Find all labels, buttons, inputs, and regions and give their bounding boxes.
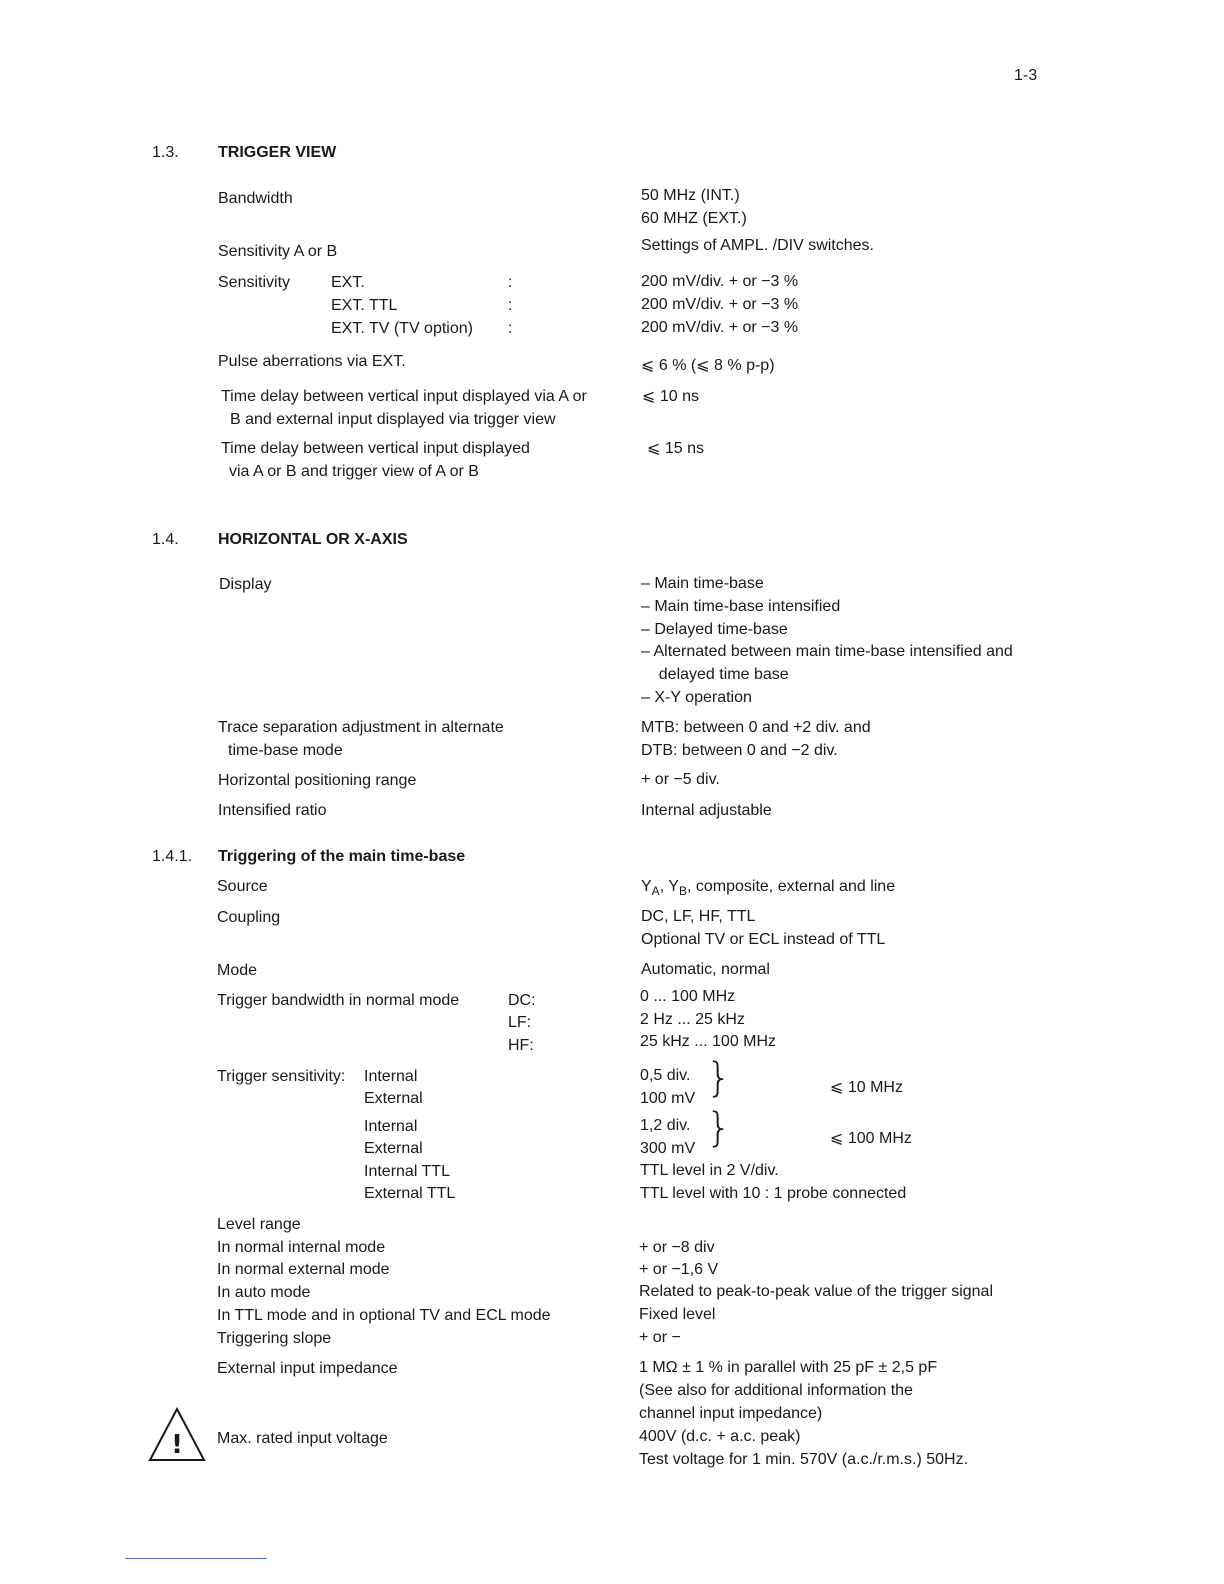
max-input-voltage-value: 400V (d.c. + a.c. peak) bbox=[639, 1428, 801, 1445]
footer-rule bbox=[125, 1558, 267, 1559]
sensitivity-ext-ttl-name: EXT. TTL bbox=[331, 297, 398, 314]
sensitivity-ext-value: 200 mV/div. + or −3 % bbox=[641, 273, 799, 290]
pulse-aberrations-label: Pulse aberrations via EXT. bbox=[218, 353, 406, 370]
display-item: – X-Y operation bbox=[641, 689, 752, 706]
bandwidth-label: Bandwidth bbox=[218, 190, 293, 207]
level-range-label: Level range bbox=[217, 1216, 301, 1233]
horizontal-positioning-label: Horizontal positioning range bbox=[218, 772, 417, 789]
right-brace-icon: } bbox=[706, 1055, 732, 1101]
display-item: delayed time base bbox=[641, 666, 789, 683]
trigger-sensitivity-limit-100mhz: ⩽ 100 MHz bbox=[830, 1130, 912, 1147]
coupling-label: Coupling bbox=[217, 909, 281, 926]
trace-separation-value-dtb: DTB: between 0 and −2 div. bbox=[641, 742, 838, 759]
display-item: – Main time-base bbox=[641, 575, 764, 592]
source-rest: , composite, external and line bbox=[686, 878, 896, 895]
section-number: 1.4.1. bbox=[152, 848, 193, 865]
coupling-optional-value: Optional TV or ECL instead of TTL bbox=[641, 931, 886, 948]
time-delay-1-value: ⩽ 10 ns bbox=[642, 388, 699, 405]
sensitivity-ext-name: EXT. bbox=[331, 274, 365, 291]
trigger-sensitivity-value: TTL level with 10 : 1 probe connected bbox=[640, 1185, 907, 1202]
trigger-bandwidth-value-lf: 2 Hz ... 25 kHz bbox=[640, 1011, 745, 1028]
source-yb: , Y bbox=[659, 878, 679, 895]
trigger-bandwidth-key-hf: HF: bbox=[508, 1037, 534, 1054]
trigger-sensitivity-value: 1,2 div. bbox=[640, 1117, 691, 1134]
warning-mark: ! bbox=[171, 1430, 183, 1460]
section-number: 1.4. bbox=[152, 531, 179, 548]
trace-separation-value-mtb: MTB: between 0 and +2 div. and bbox=[641, 719, 871, 736]
level-row-label: Triggering slope bbox=[217, 1330, 332, 1347]
source-ya-sub: A bbox=[651, 884, 660, 898]
display-label: Display bbox=[219, 576, 272, 593]
mode-label: Mode bbox=[217, 962, 258, 979]
pulse-aberrations-value: ⩽ 6 % (⩽ 8 % p-p) bbox=[641, 357, 775, 374]
section-title: HORIZONTAL OR X-AXIS bbox=[218, 531, 408, 548]
sensitivity-ext-tv-name: EXT. TV (TV option) bbox=[331, 320, 473, 337]
trigger-bandwidth-value-hf: 25 kHz ... 100 MHz bbox=[640, 1033, 777, 1050]
trigger-bandwidth-key-lf: LF: bbox=[508, 1014, 532, 1031]
level-row-value: + or − bbox=[639, 1329, 681, 1346]
time-delay-2-line2: via A or B and trigger view of A or B bbox=[229, 463, 479, 480]
level-row-value: + or −8 div bbox=[639, 1239, 715, 1256]
section-title: Triggering of the main time-base bbox=[218, 848, 466, 865]
level-row-label: In TTL mode and in optional TV and ECL mode bbox=[217, 1307, 551, 1324]
time-delay-2-value: ⩽ 15 ns bbox=[647, 440, 704, 457]
trigger-sensitivity-value: TTL level in 2 V/div. bbox=[640, 1162, 779, 1179]
trigger-bandwidth-key-dc: DC: bbox=[508, 992, 536, 1009]
trigger-sensitivity-value: 100 mV bbox=[640, 1090, 696, 1107]
trace-separation-line2: time-base mode bbox=[228, 742, 343, 759]
time-delay-1-line2: B and external input displayed via trigger view bbox=[230, 411, 556, 428]
trigger-sensitivity-name: External bbox=[364, 1140, 423, 1157]
trigger-sensitivity-name: External TTL bbox=[364, 1185, 456, 1202]
right-brace-icon: } bbox=[706, 1105, 732, 1151]
input-impedance-value: 1 MΩ ± 1 % in parallel with 25 pF ± 2,5 pF bbox=[639, 1359, 938, 1376]
sensitivity-ext-colon: : bbox=[508, 274, 513, 291]
trace-separation-line1: Trace separation adjustment in alternate bbox=[218, 719, 504, 736]
section-title: TRIGGER VIEW bbox=[218, 144, 337, 161]
level-row-label: In normal internal mode bbox=[217, 1239, 386, 1256]
level-row-value: Fixed level bbox=[639, 1306, 716, 1323]
time-delay-1-line1: Time delay between vertical input displayed via A or bbox=[221, 388, 587, 405]
coupling-value: DC, LF, HF, TTL bbox=[641, 908, 756, 925]
trigger-sensitivity-value: 0,5 div. bbox=[640, 1067, 691, 1084]
source-ya: Y bbox=[641, 878, 652, 895]
bandwidth-int-value: 50 MHz (INT.) bbox=[641, 187, 740, 204]
bandwidth-ext-value: 60 MHZ (EXT.) bbox=[641, 210, 747, 227]
trigger-sensitivity-limit-10mhz: ⩽ 10 MHz bbox=[830, 1079, 903, 1096]
source-value bbox=[641, 877, 895, 901]
test-voltage-value: Test voltage for 1 min. 570V (a.c./r.m.s.) 50Hz. bbox=[639, 1451, 969, 1468]
warning-triangle-icon bbox=[147, 1406, 207, 1464]
trigger-sensitivity-name: Internal bbox=[364, 1118, 418, 1135]
sensitivity-ext-ttl-colon: : bbox=[508, 297, 513, 314]
input-impedance-label: External input impedance bbox=[217, 1360, 398, 1377]
level-row-value: Related to peak-to-peak value of the trigger signal bbox=[639, 1283, 993, 1300]
sensitivity-label: Sensitivity bbox=[218, 274, 291, 291]
input-impedance-note: channel input impedance) bbox=[639, 1405, 823, 1422]
display-item: – Main time-base intensified bbox=[641, 598, 841, 615]
level-row-label: In auto mode bbox=[217, 1284, 311, 1301]
intensified-ratio-label: Intensified ratio bbox=[218, 802, 327, 819]
trigger-bandwidth-value-dc: 0 ... 100 MHz bbox=[640, 988, 736, 1005]
horizontal-positioning-value: + or −5 div. bbox=[641, 771, 720, 788]
sensitivity-ab-value: Settings of AMPL. /DIV switches. bbox=[641, 237, 874, 254]
trigger-sensitivity-name: Internal bbox=[364, 1068, 418, 1085]
trigger-sensitivity-label: Trigger sensitivity: bbox=[217, 1068, 346, 1085]
sensitivity-ext-tv-value: 200 mV/div. + or −3 % bbox=[641, 319, 799, 336]
trigger-sensitivity-value: 300 mV bbox=[640, 1140, 696, 1157]
sensitivity-ab-label: Sensitivity A or B bbox=[218, 243, 338, 260]
level-row-label: In normal external mode bbox=[217, 1261, 390, 1278]
input-impedance-note: (See also for additional information the bbox=[639, 1382, 913, 1399]
source-label: Source bbox=[217, 878, 268, 895]
max-input-voltage-label: Max. rated input voltage bbox=[217, 1430, 388, 1447]
trigger-bandwidth-label: Trigger bandwidth in normal mode bbox=[217, 992, 460, 1009]
time-delay-2-line1: Time delay between vertical input displayed bbox=[221, 440, 530, 457]
sensitivity-ext-tv-colon: : bbox=[508, 320, 513, 337]
source-yb-sub: B bbox=[678, 884, 687, 898]
page-number: 1-3 bbox=[1014, 67, 1038, 84]
display-item: – Delayed time-base bbox=[641, 621, 788, 638]
section-number: 1.3. bbox=[152, 144, 179, 161]
mode-value: Automatic, normal bbox=[641, 961, 770, 978]
trigger-sensitivity-name: Internal TTL bbox=[364, 1163, 450, 1180]
intensified-ratio-value: Internal adjustable bbox=[641, 802, 772, 819]
level-row-value: + or −1,6 V bbox=[639, 1261, 719, 1278]
trigger-sensitivity-name: External bbox=[364, 1090, 423, 1107]
display-item: – Alternated between main time-base intensified and bbox=[641, 643, 1013, 660]
sensitivity-ext-ttl-value: 200 mV/div. + or −3 % bbox=[641, 296, 799, 313]
